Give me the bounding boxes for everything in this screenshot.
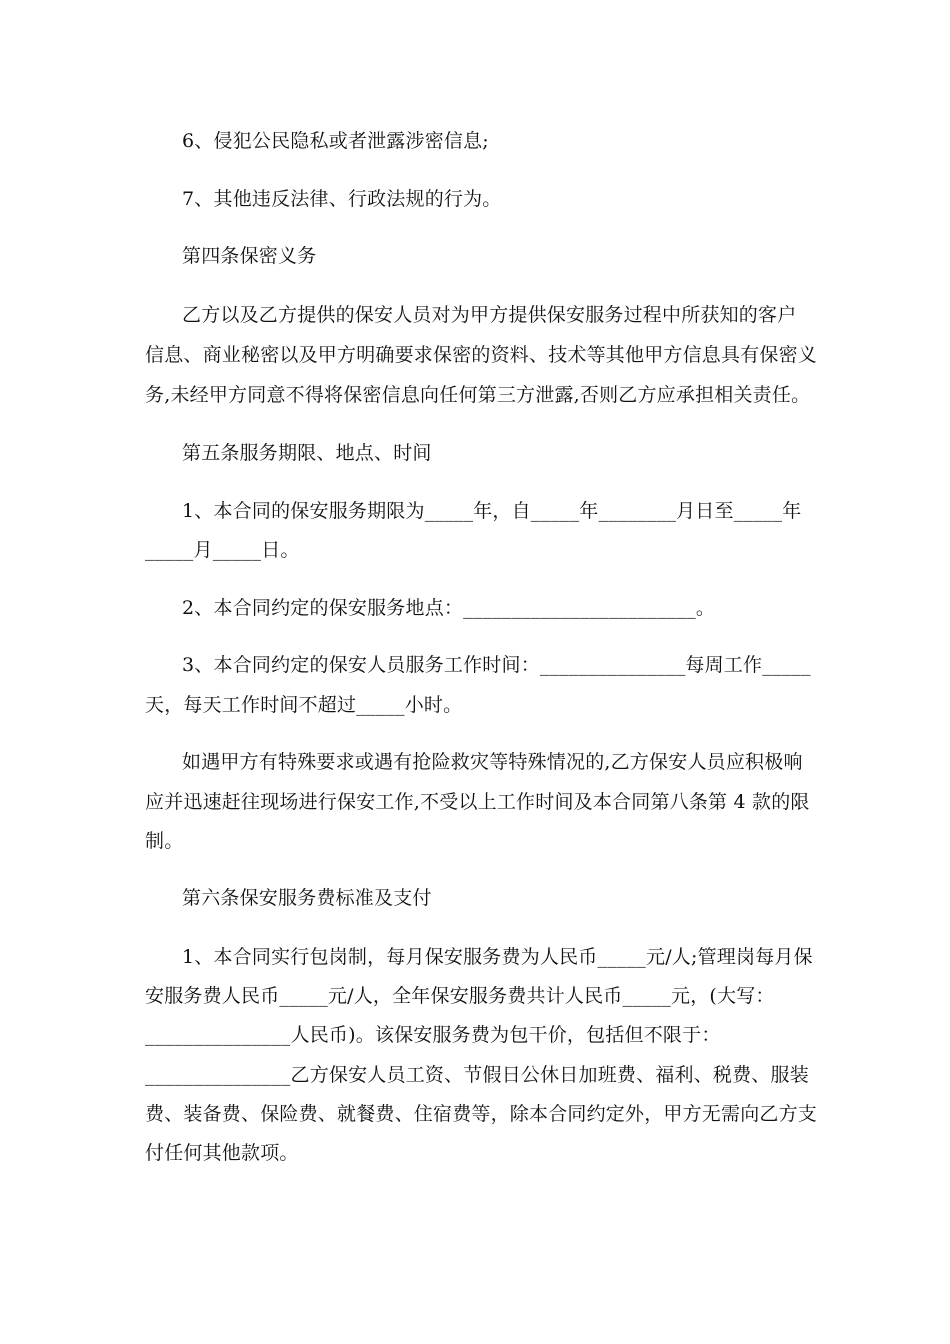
- article-5-heading: 第五条服务期限、地点、时间: [182, 442, 432, 464]
- article-6-item-1-line-1: 1、本合同实行包岗制，每月保安服务费为人民币_____元/人;管理岗每月保: [182, 946, 813, 968]
- article-6-item-1-line-2: 安服务费人民币_____元/人，全年保安服务费共计人民币_____元，(大写：: [145, 985, 775, 1007]
- article-5-item-1-line-1: 1、本合同的保安服务期限为_____年，自_____年________月日至_____年: [182, 500, 802, 522]
- article-4-paragraph-line-3: 务,未经甲方同意不得将保密信息向任何第三方泄露,否则乙方应承担相关责任。: [145, 384, 811, 406]
- article-5-item-2: 2、本合同约定的保安服务地点：________________________。: [182, 597, 716, 619]
- article-6-item-1-line-4: _______________乙方保安人员工资、节假日公休日加班费、福利、税费、服装: [145, 1064, 809, 1086]
- article-6-heading: 第六条保安服务费标准及支付: [182, 887, 432, 909]
- article-4-paragraph-line-1: 乙方以及乙方提供的保安人员对为甲方提供保安服务过程中所获知的客户: [182, 304, 797, 326]
- article-5-paragraph-line-3: 制。: [145, 830, 184, 852]
- article-5-item-3-line-2: 天，每天工作时间不超过_____小时。: [145, 694, 463, 716]
- article-4-paragraph-line-2: 信息、商业秘密以及甲方明确要求保密的资料、技术等其他甲方信息具有保密义: [145, 344, 818, 366]
- article-4-heading: 第四条保密义务: [182, 245, 317, 267]
- clause-item-6: 6、侵犯公民隐私或者泄露涉密信息;: [182, 130, 489, 152]
- article-6-item-1-line-6: 付任何其他款项。: [145, 1142, 299, 1164]
- article-5-item-1-line-2: _____月_____日。: [145, 539, 300, 561]
- article-5-paragraph-line-2: 应并迅速赶往现场进行保安工作,不受以上工作时间及本合同第八条第 4 款的限: [145, 791, 810, 813]
- article-6-item-1-line-3: _______________人民币)。该保安服务费为包干价，包括但不限于：: [145, 1024, 721, 1046]
- clause-item-7: 7、其他违反法律、行政法规的行为。: [182, 188, 502, 210]
- article-5-paragraph-line-1: 如遇甲方有特殊要求或遇有抢险救灾等特殊情况的,乙方保安人员应积极响: [182, 751, 803, 773]
- article-5-item-3-line-1: 3、本合同约定的保安人员服务工作时间：_______________每周工作_____: [182, 654, 811, 676]
- article-6-item-1-line-5: 费、装备费、保险费、就餐费、住宿费等，除本合同约定外，甲方无需向乙方支: [145, 1103, 818, 1125]
